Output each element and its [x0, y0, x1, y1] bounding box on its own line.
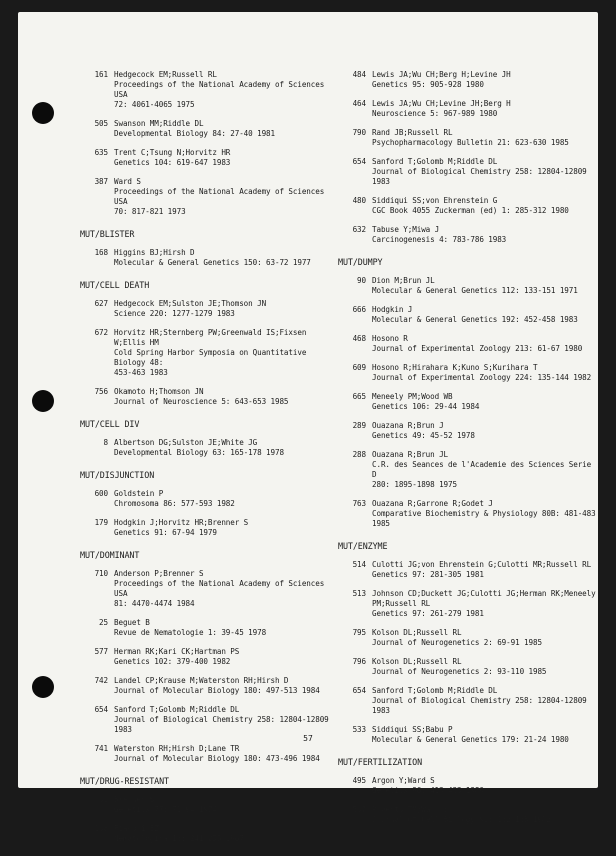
reference-section	[80, 280, 336, 407]
reference-number: 577	[94, 647, 108, 656]
reference-source-line: Comparative Biochemistry & Physiology 80B: 481-483	[372, 509, 596, 518]
reference-number: 90	[357, 276, 366, 285]
reference-entry	[338, 392, 596, 412]
reference-number: 600	[94, 489, 108, 498]
reference-citation	[114, 569, 336, 609]
reference-source-line: 81: 4470-4474 1984	[114, 599, 195, 608]
reference-authors: Anderson P;Brenner S	[114, 569, 204, 578]
reference-source-line: Revue de Nematologie 1: 39-45 1978	[114, 628, 267, 637]
reference-source-line: 453-463 1983	[114, 368, 168, 377]
reference-authors: Kolson DL;Russell RL	[372, 657, 462, 666]
reference-entry	[80, 489, 336, 509]
reference-entry	[338, 70, 596, 90]
reference-authors: Ouazana R;Brun J	[372, 421, 444, 430]
reference-source-line: Cold Spring Harbor Symposia on Quantitative Biology 48:	[114, 348, 307, 367]
reference-number: 484	[352, 70, 366, 79]
reference-entry	[80, 177, 336, 217]
reference-authors: Okamoto H;Thomson JN	[114, 387, 204, 396]
reference-authors: Siddiqui SS;von Ehrenstein G	[372, 196, 498, 205]
reference-citation	[372, 776, 596, 796]
reference-citation	[114, 248, 336, 268]
reference-section	[80, 776, 336, 844]
reference-entry	[338, 450, 596, 490]
reference-citation	[114, 824, 336, 844]
reference-citation	[372, 560, 596, 580]
reference-entry	[80, 387, 336, 407]
section-heading: MUT/DOMINANT	[80, 550, 140, 560]
reference-entry	[80, 518, 336, 538]
reference-number: 513	[352, 589, 366, 598]
reference-number: 741	[94, 744, 108, 753]
reference-section	[338, 257, 596, 529]
reference-authors: Sanford T;Golomb M;Riddle DL	[372, 686, 498, 695]
reference-authors: Dion M;Brun JL	[372, 276, 435, 285]
reference-number: 505	[94, 119, 108, 128]
reference-entry	[80, 676, 336, 696]
reference-number: 480	[352, 196, 366, 205]
section-heading: MUT/CELL DIV	[80, 419, 140, 429]
reference-citation	[372, 450, 596, 490]
reference-authors: Beguet B	[114, 618, 150, 627]
reference-entry	[80, 148, 336, 168]
reference-number: 179	[94, 518, 108, 527]
reference-authors: Lewis JA;Wu CH;Levine JH;Berg H	[372, 99, 511, 108]
reference-entry	[338, 805, 596, 825]
reference-entry	[338, 99, 596, 119]
reference-source-line: Science 220: 1277-1279 1983	[114, 309, 235, 318]
reference-source-line: Journal of Experimental Zoology 213: 61-67 1980	[372, 344, 583, 353]
reference-authors: Landel CP;Krause M;Waterston RH;Hirsh D	[114, 676, 289, 685]
reference-entry	[80, 438, 336, 458]
reference-number: 161	[94, 70, 108, 79]
section-heading: MUT/DISJUNCTION	[80, 470, 155, 480]
reference-citation	[372, 499, 596, 529]
reference-source-line: Journal of Molecular Biology 180: 497-513 1984	[114, 686, 320, 695]
page-number: 57	[303, 734, 313, 743]
reference-number: 795	[352, 628, 366, 637]
section-heading: MUT/ENZYME	[338, 541, 388, 551]
reference-source-line: Genetics 97: 261-279 1981	[372, 609, 484, 618]
reference-entry	[80, 70, 336, 110]
reference-citation	[372, 421, 596, 441]
reference-section	[338, 70, 596, 245]
reference-source-line: Genetics 102: 379-400 1982	[114, 657, 231, 666]
binder-hole	[32, 102, 54, 124]
reference-number: 468	[352, 334, 366, 343]
reference-source-line: Chromosoma 86: 577-593 1982	[114, 499, 235, 508]
reference-number: 756	[94, 387, 108, 396]
reference-citation	[372, 805, 596, 825]
reference-source-line: 280: 1895-1898 1975	[372, 480, 457, 489]
reference-source-line: Genetics 97: 281-305 1981	[372, 570, 484, 579]
reference-entry	[338, 499, 596, 529]
reference-source-line: Genetics 106: 29-44 1984	[372, 402, 480, 411]
reference-citation	[372, 99, 596, 119]
reference-citation	[372, 196, 596, 216]
reference-number: 609	[352, 363, 366, 372]
reference-number: 790	[352, 128, 366, 137]
reference-source-line: Neuroscience 5: 967-989 1980	[372, 109, 498, 118]
reference-authors: Waterston RH;Hirsh D;Lane TR	[114, 744, 240, 753]
reference-authors: Rand JB;Russell RL	[372, 128, 453, 137]
reference-citation	[114, 438, 336, 458]
reference-citation	[372, 157, 596, 187]
reference-source-line: Genetics 77: 71-94 1974	[114, 805, 217, 814]
reference-citation	[114, 299, 336, 319]
reference-citation	[114, 148, 336, 168]
reference-entry	[80, 248, 336, 268]
reference-section	[80, 470, 336, 538]
binder-hole	[32, 676, 54, 698]
reference-entry	[338, 363, 596, 383]
reference-citation	[114, 676, 336, 696]
reference-entry	[338, 686, 596, 716]
reference-section	[80, 70, 336, 217]
reference-entry	[338, 776, 596, 796]
reference-authors: Hosono R;Hirahara K;Kuno S;Kurihara T	[372, 363, 538, 372]
reference-authors: Johnson CD;Duckett JG;Culotti JG;Herman RK;Meneely	[372, 589, 596, 598]
reference-authors: Argon Y;Ward S	[372, 776, 435, 785]
reference-source-line: CGC Book 4055 Zuckerman (ed) 1: 285-312 1980	[372, 206, 569, 215]
reference-authors: Hosono R	[372, 334, 408, 343]
reference-citation	[114, 489, 336, 509]
reference-source-line: Journal of Biological Chemistry 258: 12804-12809 1983	[114, 715, 329, 734]
reference-citation	[114, 647, 336, 667]
reference-entry	[338, 421, 596, 441]
reference-authors: Higgins BJ;Hirsh D	[114, 248, 195, 257]
reference-authors: Sanford T;Golomb M;Riddle DL	[372, 157, 498, 166]
reference-entry	[80, 795, 336, 815]
binder-hole	[32, 390, 54, 412]
section-heading: MUT/CELL DEATH	[80, 280, 150, 290]
reference-authors: Trent C;Tsung N;Horvitz HR	[114, 148, 231, 157]
reference-entry	[338, 157, 596, 187]
reference-number: 495	[352, 776, 366, 785]
reference-number: 514	[352, 560, 366, 569]
reference-authors: Fiakpui EZ	[114, 824, 159, 833]
reference-authors: Lewis JA;Wu CH;Berg H;Levine JH	[372, 70, 511, 79]
reference-entry	[80, 705, 336, 735]
reference-source-line: Molecular & General Genetics 150: 63-72 1977	[114, 258, 311, 267]
reference-authors: Hedgecock EM;Russell RL	[114, 70, 217, 79]
reference-number: 672	[94, 328, 108, 337]
reference-citation	[114, 618, 336, 638]
reference-entry	[80, 328, 336, 378]
reference-authors: Horvitz HR;Sternberg PW;Greenwald IS;Fixsen W;Ellis HM	[114, 328, 307, 347]
reference-entry	[80, 824, 336, 844]
reference-number: 138	[94, 824, 108, 833]
reference-authors: Goldstein P	[114, 489, 164, 498]
reference-entry	[338, 225, 596, 245]
reference-authors: Swanson MM;Riddle DL	[114, 119, 204, 128]
reference-number: 168	[94, 248, 108, 257]
reference-authors: Ouazana R;Garrone R;Godet J	[372, 499, 493, 508]
reference-entry	[338, 628, 596, 648]
reference-entry	[338, 560, 596, 580]
reference-citation	[372, 686, 596, 716]
reference-citation	[114, 705, 336, 735]
reference-source-line: Genetics 91: 67-94 1979	[114, 528, 217, 537]
reference-source-line: 1985	[372, 519, 390, 528]
reference-authors: Hodgkin J	[372, 305, 413, 314]
reference-source-line: Journal of Molecular Biology 180: 473-496 1984	[114, 754, 320, 763]
reference-entry	[80, 119, 336, 139]
reference-source-line: Carcinogenesis 4: 783-786 1983	[372, 235, 507, 244]
reference-number: 710	[94, 569, 108, 578]
reference-source-line: Developmental Biology 63: 165-178 1978	[114, 448, 284, 457]
reference-number: 289	[352, 421, 366, 430]
reference-citation	[372, 70, 596, 90]
reference-citation	[372, 363, 596, 383]
right-column	[338, 70, 596, 837]
reference-number: 627	[94, 299, 108, 308]
reference-citation	[114, 328, 336, 378]
section-heading: MUT/DRUG-RESISTANT	[80, 776, 169, 786]
reference-number: 666	[352, 305, 366, 314]
reference-authors: Meneely PM;Wood WB	[372, 392, 453, 401]
reference-authors: Albertson DG;Sulston JE;White JG	[114, 438, 258, 447]
reference-citation	[114, 518, 336, 538]
reference-entry	[80, 299, 336, 319]
reference-authors: Kolson DL;Russell RL	[372, 628, 462, 637]
reference-source-line: Journal of Experimental Zoology 224: 135-144 1982	[372, 373, 592, 382]
reference-section	[80, 419, 336, 458]
reference-authors: Ward S	[114, 177, 141, 186]
reference-source-line: Genetics 49: 45-52 1978	[372, 431, 475, 440]
reference-source-line: Journal of Neurogenetics 2: 69-91 1985	[372, 638, 542, 647]
reference-source-line: Proceedings of the National Academy of Sciences USA	[114, 579, 325, 598]
reference-number: 288	[352, 450, 366, 459]
reference-authors: Culotti JG;von Ehrenstein G;Culotti MR;Russell RL	[372, 560, 592, 569]
reference-section	[338, 541, 596, 745]
reference-source-line: Journal of Neuroscience 5: 643-653 1985	[114, 397, 289, 406]
reference-source-line: Psychopharmacology Bulletin 21: 623-630 1985	[372, 138, 569, 147]
reference-authors: Hedgecock EM;Sulston JE;Thomson JN	[114, 299, 267, 308]
reference-authors: Herman RK;Kari CK;Hartman PS	[114, 647, 240, 656]
reference-entry	[80, 569, 336, 609]
reference-entry	[338, 657, 596, 677]
reference-authors: Hodgkin J;Horvitz HR;Brenner S	[114, 518, 249, 527]
reference-section	[338, 757, 596, 825]
reference-number: 742	[94, 676, 108, 685]
reference-number: 25	[99, 618, 108, 627]
section-heading: MUT/DUMPY	[338, 257, 383, 267]
reference-number: 464	[352, 99, 366, 108]
reference-source-line: Genetics 96: 413-433 1980	[372, 786, 484, 795]
document-page	[18, 12, 598, 843]
reference-source-line: Molecular & General Genetics 112: 133-151 1971	[372, 286, 578, 295]
reference-citation	[114, 70, 336, 110]
reference-citation	[114, 744, 336, 764]
reference-source-line: Genetics 104: 619-647 1983	[114, 158, 231, 167]
reference-citation	[372, 225, 596, 245]
reference-number: 533	[352, 725, 366, 734]
reference-source-line: Journal of Neurogenetics 2: 93-110 1985	[372, 667, 547, 676]
reference-citation	[372, 305, 596, 325]
reference-citation	[372, 276, 596, 296]
reference-source-line: Developmental Biology 84: 27-40 1981	[114, 129, 275, 138]
reference-citation	[114, 177, 336, 217]
reference-source-line: C.R. des Seances de l'Academie des Sciences Serie D	[372, 460, 592, 479]
reference-source-line: Journal of Biological Chemistry 258: 12804-12809 1983	[372, 167, 587, 186]
reference-citation	[372, 334, 596, 354]
reference-source-line: Journal of Biological Chemistry 258: 12804-12809 1983	[372, 696, 587, 715]
reference-source-line: PM;Russell RL	[372, 599, 431, 608]
reference-citation	[372, 392, 596, 412]
reference-section	[80, 229, 336, 268]
reference-citation	[114, 387, 336, 407]
reference-source-line: Molecular & General Genetics 192: 452-458 1983	[372, 315, 578, 324]
reference-entry	[80, 618, 336, 638]
reference-citation	[372, 128, 596, 148]
reference-number: 654	[94, 705, 108, 714]
reference-source-line: Nematologica 13: 241-255 1967	[114, 834, 244, 843]
reference-authors: Tabuse Y;Miwa J	[372, 225, 440, 234]
reference-entry	[338, 589, 596, 619]
reference-entry	[338, 128, 596, 148]
reference-source-line: Proceedings of the National Academy of Sciences USA	[114, 80, 325, 99]
reference-entry	[338, 334, 596, 354]
reference-source-line: 70: 817-821 1973	[114, 207, 186, 216]
reference-number: 537	[352, 805, 366, 814]
reference-citation	[372, 657, 596, 677]
reference-entry	[80, 744, 336, 764]
reference-entry	[338, 196, 596, 216]
section-heading: MUT/BLISTER	[80, 229, 135, 239]
reference-entry	[338, 276, 596, 296]
reference-citation	[372, 589, 596, 619]
reference-citation	[372, 628, 596, 648]
reference-number: 654	[352, 686, 366, 695]
reference-source-line: Genetics 95: 905-928 1980	[372, 80, 484, 89]
reference-number: 796	[352, 657, 366, 666]
reference-citation	[114, 119, 336, 139]
reference-source-line: Proceedings of the National Academy of Sciences USA	[114, 187, 325, 206]
reference-number: 31	[99, 795, 108, 804]
reference-authors: Roberts TM;Ward S	[372, 805, 449, 814]
reference-source-line: Molecular & General Genetics 179: 21-24 1980	[372, 735, 569, 744]
reference-number: 632	[352, 225, 366, 234]
reference-entry	[338, 305, 596, 325]
reference-source-line: 72: 4061-4065 1975	[114, 100, 195, 109]
reference-authors: Sanford T;Golomb M;Riddle DL	[114, 705, 240, 714]
reference-number: 763	[352, 499, 366, 508]
reference-section	[80, 550, 336, 764]
reference-authors: Brenner S	[114, 795, 155, 804]
reference-number: 665	[352, 392, 366, 401]
reference-authors: Ouazana R;Brun JL	[372, 450, 449, 459]
reference-number: 654	[352, 157, 366, 166]
reference-authors: Siddiqui SS;Babu P	[372, 725, 453, 734]
reference-number: 8	[103, 438, 108, 447]
reference-citation	[114, 795, 336, 815]
reference-number: 387	[94, 177, 108, 186]
reference-entry	[80, 647, 336, 667]
reference-source-line: Journal of Cell Biology 92: 132-138 1982	[372, 815, 551, 824]
section-heading: MUT/FERTILIZATION	[338, 757, 423, 767]
reference-number: 635	[94, 148, 108, 157]
